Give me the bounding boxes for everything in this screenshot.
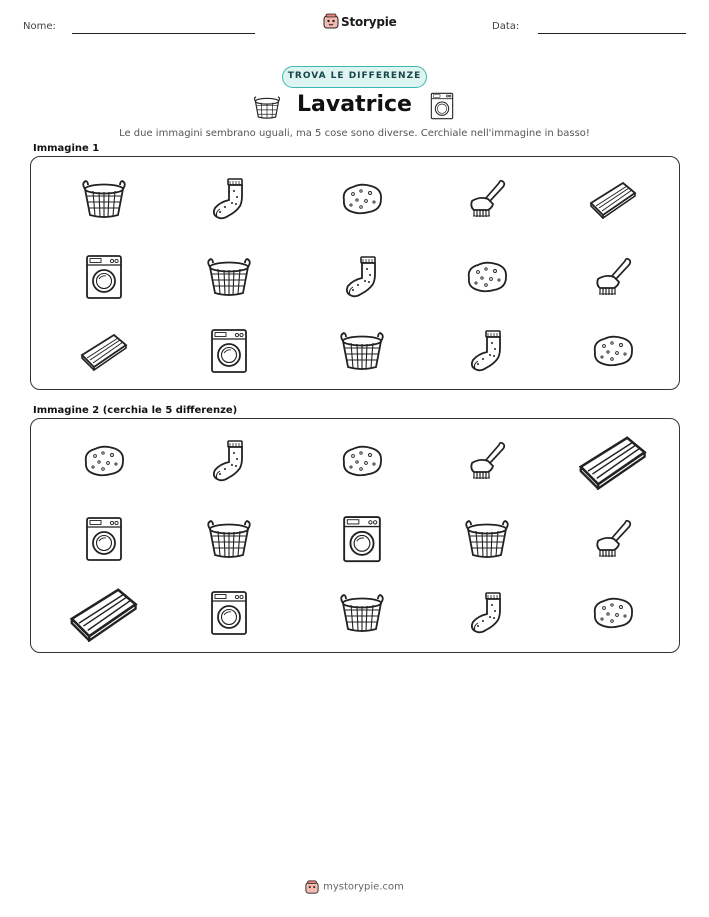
worksheet-type-badge: TROVA LE DIFFERENZE <box>282 66 427 88</box>
sponge-icon <box>339 443 385 479</box>
basket-icon <box>463 518 511 560</box>
brand-name: Storypie <box>341 15 397 29</box>
page-title: Lavatrice <box>297 92 412 117</box>
title-washing-machine-icon <box>430 92 454 124</box>
picture-1-panel <box>30 156 680 390</box>
basket-icon <box>338 592 386 634</box>
washboard-icon <box>587 179 639 219</box>
panel1-label: Immagine 1 <box>33 143 100 154</box>
basket-icon <box>338 330 386 372</box>
name-label: Nome: <box>23 21 56 32</box>
brush-icon <box>592 517 634 561</box>
brush-icon <box>466 439 508 483</box>
washing-machine-icon <box>84 516 124 562</box>
name-line <box>72 33 255 34</box>
brush-icon <box>592 255 634 299</box>
storypie-logo-icon <box>323 13 339 29</box>
sponge-icon <box>81 443 127 479</box>
sponge-icon <box>339 181 385 217</box>
sponge-icon <box>464 259 510 295</box>
sock-icon <box>208 176 250 222</box>
storypie-footer-logo-icon <box>305 880 319 894</box>
date-label: Data: <box>492 21 520 32</box>
footer <box>0 880 709 894</box>
washing-machine-icon <box>209 328 249 374</box>
washing-machine-icon <box>84 254 124 300</box>
instructions: Le due immagini sembrano uguali, ma 5 cose sono diverse. Cerchiale nell'immagine in basso! <box>119 128 590 139</box>
sock-icon <box>466 328 508 374</box>
brush-icon <box>466 177 508 221</box>
sock-icon <box>466 590 508 636</box>
basket-icon <box>205 256 253 298</box>
washing-machine-icon <box>209 590 249 636</box>
brand-logo <box>323 13 339 33</box>
sponge-icon <box>590 595 636 631</box>
sponge-icon <box>590 333 636 369</box>
date-line <box>538 33 686 34</box>
footer-url: mystorypie.com <box>323 881 404 893</box>
sock-icon <box>341 254 383 300</box>
washboard-icon <box>66 584 141 642</box>
sock-icon <box>208 438 250 484</box>
washboard-icon <box>575 432 650 490</box>
washing-machine-icon <box>341 515 383 563</box>
panel2-label: Immagine 2 (cerchia le 5 differenze) <box>33 405 238 416</box>
picture-2-panel[interactable] <box>30 418 680 653</box>
washboard-icon <box>78 331 130 371</box>
basket-icon <box>205 518 253 560</box>
basket-icon <box>80 178 128 220</box>
